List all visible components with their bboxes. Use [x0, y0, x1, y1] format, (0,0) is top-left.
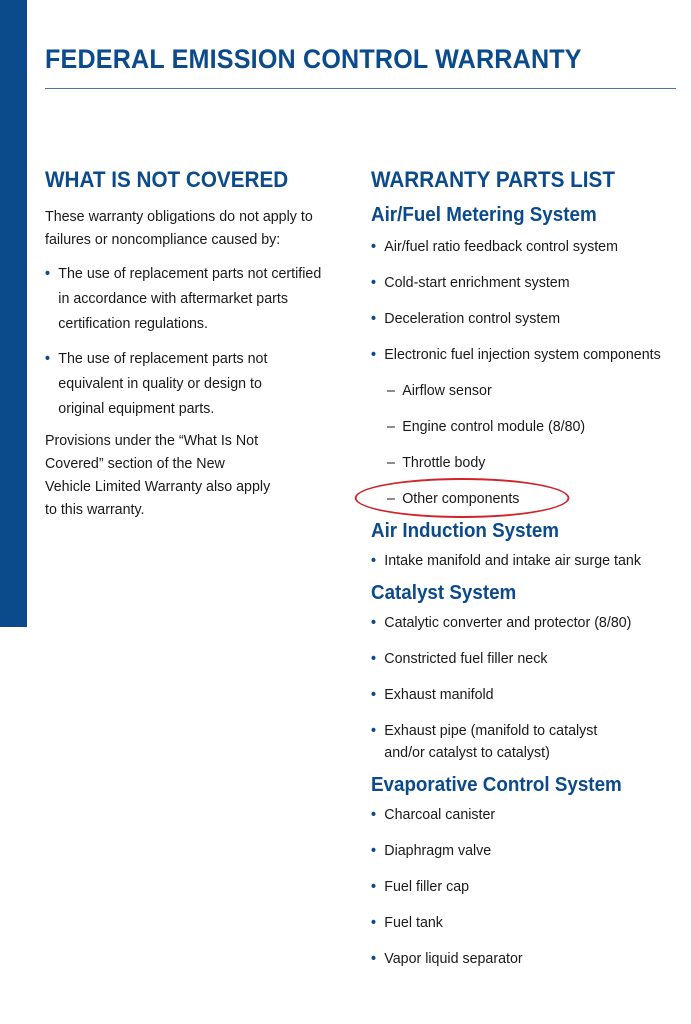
not-covered-list [45, 261, 345, 421]
list-item: • Charcoal canister [371, 806, 496, 823]
list-item: • Exhaust pipe (manifold to catalyst and/or catalyst to catalyst) [371, 722, 598, 761]
list-item: • The use of replacement parts not certified in accordance with aftermarket parts certification regulations. [45, 265, 322, 332]
sub-list-item: – Throttle body [387, 454, 486, 471]
list-item: • Intake manifold and intake air surge tank [371, 552, 641, 569]
not-covered-heading: WHAT IS NOT COVERED [45, 167, 289, 192]
list-item: • The use of replacement parts not equivalent in quality or design to original equipment parts. [45, 350, 268, 417]
parts-list-heading: WARRANTY PARTS LIST [371, 167, 615, 192]
side-color-bar [0, 0, 27, 627]
list-item: • Cold-start enrichment system [371, 274, 570, 291]
sub-list-item: – Engine control module (8/80) [387, 418, 586, 435]
title-divider [45, 88, 676, 89]
list-item: • Deceleration control system [371, 310, 561, 327]
list-item: • Fuel filler cap [371, 878, 470, 895]
provisions-text: Provisions under the “What Is Not Covered” section of the New Vehicle Limited Warranty also apply to this warranty. [45, 432, 271, 518]
list-item: • Constricted fuel filler neck [371, 650, 548, 667]
section-title-air-fuel: Air/Fuel Metering System [371, 204, 597, 226]
list-item: • Catalytic converter and protector (8/80) [371, 614, 632, 631]
catalyst-list [371, 612, 687, 764]
not-covered-intro: These warranty obligations do not apply to failures or noncompliance caused by: [45, 208, 313, 248]
sub-list-item: – Airflow sensor [387, 382, 492, 399]
parts-list-column [371, 166, 687, 970]
section-title-evaporative: Evaporative Control System [371, 774, 622, 796]
evaporative-list [371, 804, 687, 970]
section-title-air-induction: Air Induction System [371, 520, 560, 542]
page-title: FEDERAL EMISSION CONTROL WARRANTY [45, 44, 582, 74]
list-item: • Vapor liquid separator [371, 950, 523, 967]
sub-list-item-circled: – Other components [387, 488, 672, 510]
list-item: • Electronic fuel injection system components [371, 346, 661, 363]
list-item: • Fuel tank [371, 914, 443, 931]
list-item: • Air/fuel ratio feedback control system [371, 238, 618, 255]
section-title-catalyst: Catalyst System [371, 582, 517, 604]
list-item: • Diaphragm valve [371, 842, 492, 859]
not-covered-column [45, 166, 345, 521]
list-item: • Exhaust manifold [371, 686, 494, 703]
air-induction-list [371, 550, 687, 572]
air-fuel-list [371, 236, 687, 510]
